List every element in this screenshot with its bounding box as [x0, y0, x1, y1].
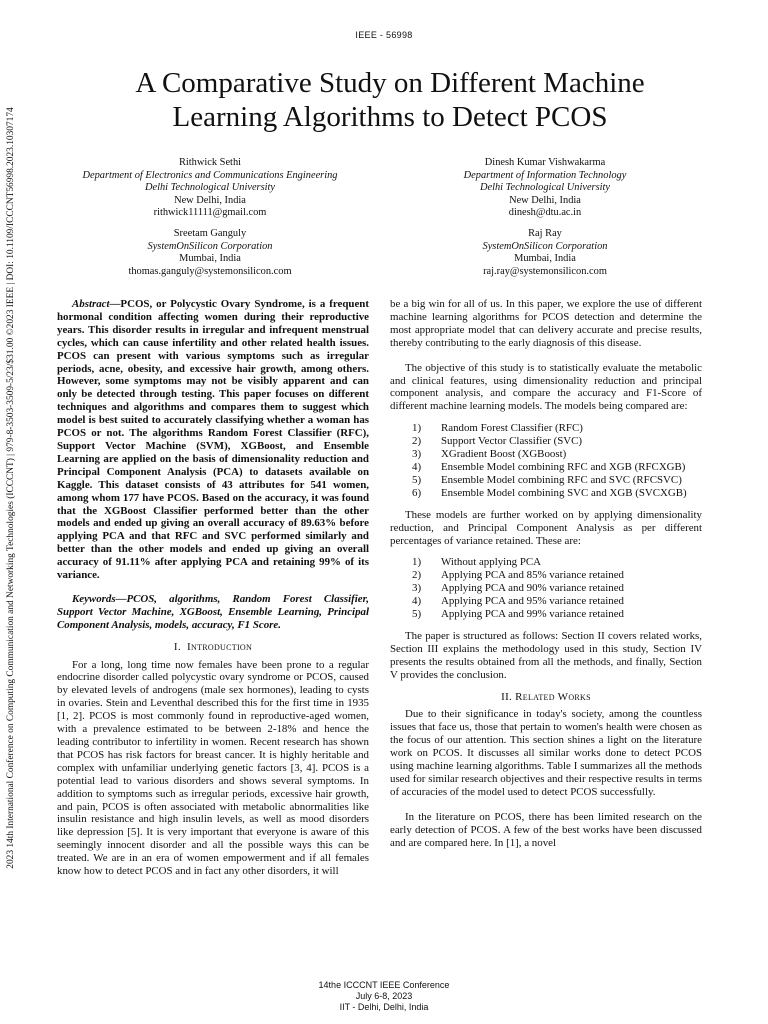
abstract-text: —PCOS, or Polycystic Ovary Syndrome, is a frequent hormonal condition affecting women during their reproductive years. This disorder results in irregular and infrequent menstrual cycles, which can cause infertility and other related health issues. PCOS can present with various symptoms such as irregular periods, acne, obesity, and excessive hair growth, among others. However, some symptoms may not be visibly apparent and can only be detected through testing. This paper focuses on different techniques and algorithms and compares them to suggest which model is best suited to accurately classifying whether a woman has PCOS or not. The algorithms Random Forest Classifier (RFC), Support Vector Machine (SVM), XGBoost, and Ensemble Learning are applied on the basis of dimensionality reduction and Principal Component Analysis (PCA) to datasets available on Kaggle. This dataset consists of 43 attributes for 541 women, among whom 177 have PCOS. Based on the accuracy, it was found that the XGBoost Classifier performed better than the other models and ended up giving an overall accuracy of 89.63% before applying PCA and that RFC and SVC performed similarly and better than the other models and ended up giving an overall accuracy of 91.11% after applying PCA and retaining 99% of its variance.	[57, 298, 369, 582]
list-text: Ensemble Model combining RFC and XGB (RFCXGB)	[441, 460, 686, 473]
list-text: Applying PCA and 85% variance retained	[441, 569, 624, 582]
list-item	[412, 474, 702, 487]
author-email: thomas.ganguly@systemonsilicon.com	[128, 265, 292, 277]
author-name: Sreetam Ganguly	[173, 228, 247, 239]
intro-paragraph: For a long, long time now females have been prone to a regular endocrine disorder called polycystic ovary syndrome or PCOS, caused by elevated levels of androgens (male sex hormones), leading to cysts in ovaries. Stein and Leventhal described this for the first time in 1935 [1, 2]. PCOS is most commonly found in reproductive-aged women, with a prevalence estimated to be between 2-18% and hence the leading contributor to infertility in women. Recent research has shown that PCOS has risk factors for breast cancer. It is highly heritable and complex with unfamiliar underlying genetic factors [3, 4]. PCOS is a potential lead to various disorders and shows several symptoms. In addition to symptoms such as irregular periods, excessive hair growth, and pain, PCOS is often associated with metabolic abnormalities like insulin resistance and high insulin levels, as well as mood disorders like depression [5]. It is very important that everyone is aware of this seemingly innocent disorder and all the possible ways this can be treated. We are in an era of women empowerment and if all females know how to detect PCOS and in fact any other disorders, it will	[57, 658, 369, 878]
abstract-lead: Abstract	[72, 298, 110, 310]
list-item	[412, 435, 702, 448]
list-text: Applying PCA and 90% variance retained	[441, 582, 624, 595]
author-email: rithwick11111@gmail.com	[153, 207, 267, 219]
body-paragraph: These models are further worked on by applying dimensionality reduction, and Principal Component Analysis as per different percentages of variance retained. These are:	[390, 508, 702, 547]
body-paragraph: In the literature on PCOS, there has been limited research on the early detection of PCOS. A few of the best works have been discussed and are compared here. In [1], a novel	[390, 810, 702, 849]
left-column	[57, 298, 369, 878]
list-text: Ensemble Model combining RFC and SVC (RFCSVC)	[441, 473, 682, 486]
footer-location: IIT - Delhi, Delhi, India	[339, 1002, 429, 1012]
author-city: Mumbai, India	[179, 253, 241, 265]
list-number: 1)	[412, 556, 422, 569]
body-paragraph: be a big win for all of us. In this paper, we explore the use of different machine learning algorithms for PCOS detection and determine the most appropriate model that can delivery accurate and precise results, thereby contributing to the early diagnosis of this disease.	[390, 298, 702, 349]
list-text: Support Vector Classifier (SVC)	[441, 435, 583, 448]
keywords: Keywords—PCOS, algorithms, Random Forest Classifier, Support Vector Machine, XGBoost, Ensemble Learning, Principal Component Analysis, models, accuracy, F1 Score.	[57, 592, 369, 631]
list-number: 1)	[412, 422, 422, 435]
author-email: dinesh@dtu.ac.in	[508, 207, 582, 219]
author-org: SystemOnSilicon Corporation	[482, 240, 608, 252]
list-number: 5)	[412, 473, 422, 486]
section-heading-related-works	[390, 691, 702, 704]
footer-dates: July 6-8, 2023	[355, 991, 413, 1001]
author-email: raj.ray@systemonsilicon.com	[483, 265, 607, 277]
section-number: I.	[173, 640, 181, 653]
section-heading-introduction	[57, 641, 369, 654]
author-block-3	[60, 228, 360, 278]
author-org: SystemOnSilicon Corporation	[147, 240, 273, 252]
author-org: Delhi Technological University	[479, 182, 611, 194]
sidebar-citation: 2023 14th International Conference on Computing Communication and Networking Technologies (ICCCNT) | 979-8-3503-3509-5/23/$31.00 ©2023 IEEE | DOI: 10.1109/ICCCNT56998.2023.10307174	[6, 107, 16, 869]
list-item	[412, 582, 702, 595]
list-item	[412, 422, 702, 435]
section-title: Introduction	[187, 640, 253, 653]
list-item	[412, 608, 702, 621]
list-text: Applying PCA and 95% variance retained	[441, 595, 624, 608]
author-org: Delhi Technological University	[144, 182, 276, 194]
paper-title	[60, 66, 720, 134]
list-number: 3)	[412, 448, 422, 461]
title-line-1: A Comparative Study on Different Machine	[135, 67, 645, 99]
right-column	[390, 298, 702, 850]
author-dept: Department of Information Technology	[463, 169, 627, 181]
paper-id: IEEE - 56998	[355, 30, 413, 40]
list-number: 6)	[412, 486, 422, 499]
pca-list	[390, 556, 702, 621]
list-text: Without applying PCA	[441, 556, 541, 569]
list-item	[412, 556, 702, 569]
author-city: New Delhi, India	[174, 194, 246, 206]
title-line-2: Learning Algorithms to Detect PCOS	[172, 101, 608, 133]
author-block-1	[60, 157, 360, 220]
list-item	[412, 569, 702, 582]
abstract	[57, 298, 369, 582]
list-item	[412, 487, 702, 500]
list-item	[412, 595, 702, 608]
author-city: New Delhi, India	[509, 194, 581, 206]
author-block-2	[395, 157, 695, 220]
section-number: II.	[501, 690, 513, 703]
footer-conference: 14the ICCCNT IEEE Conference	[318, 980, 450, 990]
section-title: Related Works	[515, 690, 591, 703]
list-number: 4)	[412, 595, 422, 608]
list-item	[412, 448, 702, 461]
body-paragraph: The objective of this study is to statistically evaluate the metabolic and clinical features, using dimensionality reduction and principal component analysis, and compare the accuracy and F1-Score of different machine learning models. The models being compared are:	[390, 361, 702, 413]
model-list	[390, 422, 702, 499]
list-item	[412, 461, 702, 474]
list-text: XGradient Boost (XGBoost)	[441, 448, 567, 461]
list-text: Applying PCA and 99% variance retained	[441, 608, 624, 621]
author-block-4	[395, 228, 695, 278]
footer	[0, 980, 768, 1013]
list-number: 5)	[412, 608, 422, 621]
author-name: Raj Ray	[528, 228, 562, 239]
body-paragraph: The paper is structured as follows: Section II covers related works, Section III explains the methodology used in this study, Section IV presents the results obtained from all the methods, and finally, Section V provides the conclusion.	[390, 629, 702, 681]
body-paragraph: Due to their significance in today's society, among the countless issues that face us, those that pertain to women's health were chosen as the focus of our attention. This section shines a light on the literature work on PCOS. It discusses all similar works done to detect PCOS using machine learning algorithms. Table I summarizes all the methods used for similar research objectives and their respective results in terms of accuracies of the model used to detect PCOS successfully.	[390, 708, 702, 798]
author-dept: Department of Electronics and Communications Engineering	[82, 169, 338, 181]
list-number: 3)	[412, 582, 422, 595]
list-number: 4)	[412, 460, 422, 473]
author-name: Dinesh Kumar Vishwakarma	[484, 157, 606, 168]
list-number: 2)	[412, 435, 422, 448]
author-city: Mumbai, India	[514, 253, 576, 265]
list-text: Ensemble Model combining SVC and XGB (SVCXGB)	[441, 486, 687, 499]
list-text: Random Forest Classifier (RFC)	[441, 422, 583, 435]
author-name: Rithwick Sethi	[178, 157, 242, 168]
list-number: 2)	[412, 569, 422, 582]
